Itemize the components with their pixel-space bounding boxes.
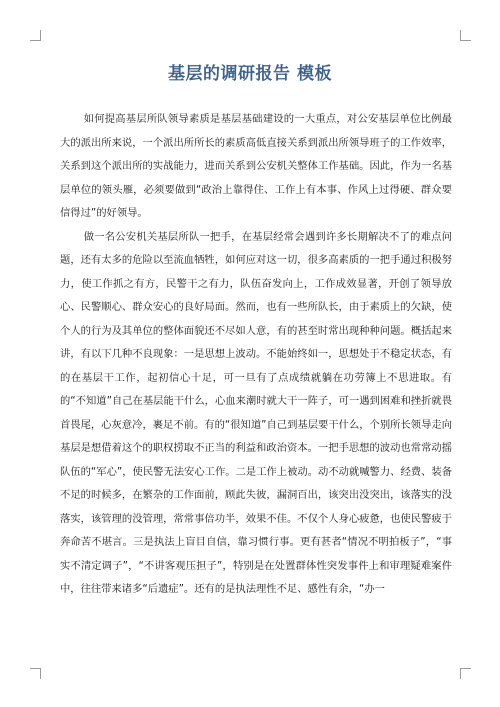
document-title: 基层的调研报告 模板 [168,64,332,84]
crop-mark-top-right [460,30,471,41]
crop-mark-bottom-left [30,668,41,679]
crop-mark-bottom-right [460,668,471,679]
paragraph-1: 如何提高基层所队领导素质是基层基础建设的一大重点，对公安基层单位比例最大的派出所来说，一个派出所所长的素质高低直接关系到派出所领导班子的工作效率，关系到这个派出所的实战能力，进而关系到公安机关整体工作基础。因此，作为一名基层单位的领头雁，必须要做到“政治上靠得住、工作上有本事、作风上过得硬、群众要信得过”的好领导。 [60,113,452,219]
paragraph-2: 做一名公安机关基层所队一把手，在基层经常会遇到许多长期解决不了的难点问题，还有太多的危险以至流血牺牲，如何应对这一切，很多高素质的一把手通过积极努力，使工作抓之有方，民警干之有力，队伍奋发向上，工作成效显著，开创了领导放心、民警顺心、群众安心的良好局面。然而，也有一些所队长，由于素质上的欠缺，使个人的行为及其单位的整体面貌还不尽如人意，有的甚至时常出现种种问题。概括起来讲，有以下几种不良现象：一是思想上波动。不能始终如一，思想处于不稳定状态，有的在基层干工作，起初信心十足，可一旦有了点成绩就躺在功劳簿上不思进取。有的“不知道”自己在基层能干什么，心血来潮时就大干一阵子，可一遇到困难和挫折就畏首畏尾，心灰意冷，裹足不前。有的“很知道”自己到基层要干什么，个别所长领导走向基层是想借着这个的职权捞取不正当的利益和政治资本。一把手思想的波动也常常动摇队伍的“军心”，使民警无法安心工作。二是工作上被动。动不动就喊警力、经费、装备不足的时候多，在繁杂的工作面前，顾此失彼，漏洞百出，该突出没突出，该落实的没落实，该管理的没管理，常常事倍功半，效果不佳。不仅个人身心疲惫，也使民警疲于奔命苦不堪言。三是执法上盲目自信，靠习惯行事。更有甚者“情况不明拍板子”，“事实不清定调子”，“不讲客观压担子”，特别是在处置群体性突发事件上和审理疑难案件中，往往带来诸多“后遗症”。还有的是执法理性不足、感性有余，“办一 [60,230,452,595]
document-body [60,108,452,602]
crop-mark-top-left [30,30,41,41]
